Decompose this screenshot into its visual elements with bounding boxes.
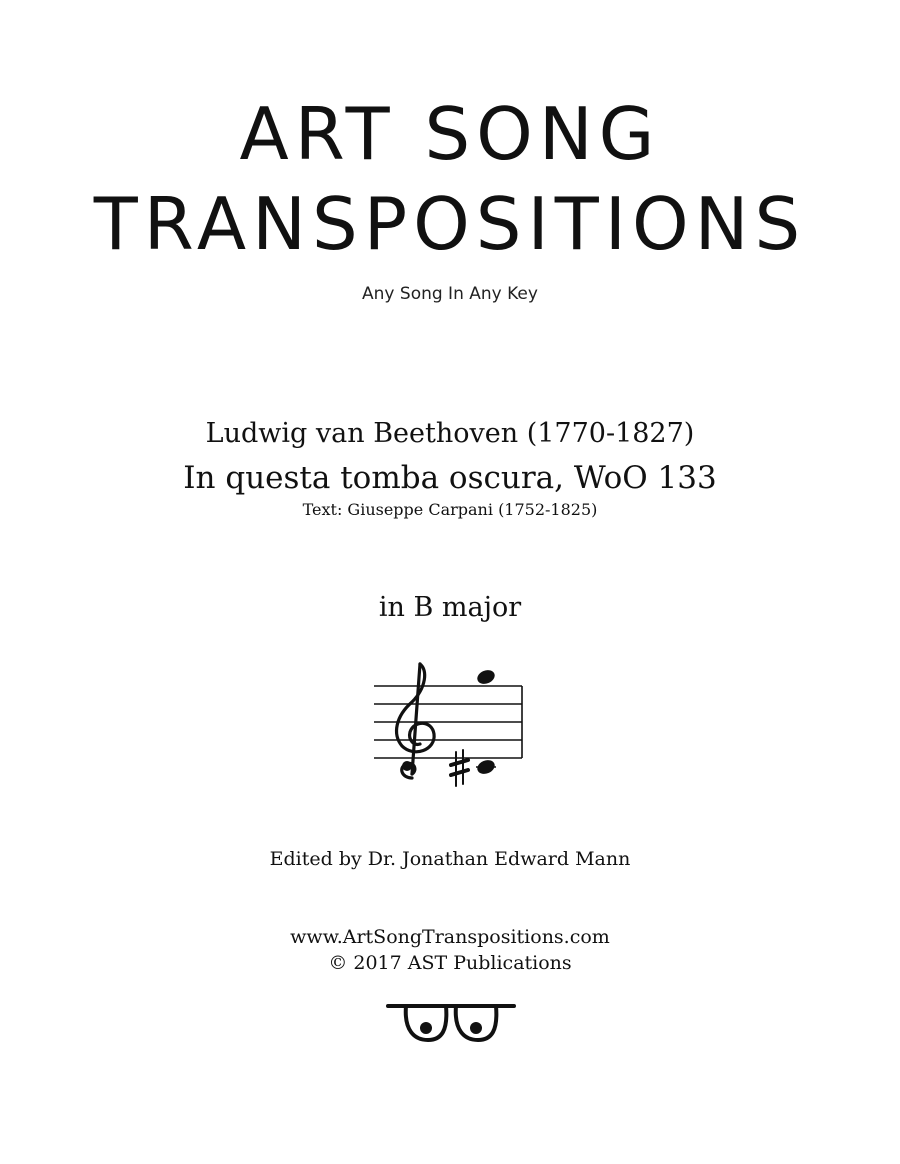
brand-title-line-1: ART SONG [239, 92, 661, 176]
low-note-head [475, 758, 497, 777]
editor-credit: Edited by Dr. Jonathan Edward Mann [269, 848, 631, 870]
text-credit: Text: Giuseppe Carpani (1752-1825) [302, 500, 598, 519]
brand-tagline: Any Song In Any Key [362, 284, 538, 304]
website-url[interactable]: www.ArtSongTranspositions.com [290, 926, 610, 948]
vocal-range-staff [368, 650, 533, 790]
sharp-accidental-icon [451, 750, 468, 786]
high-note-head [475, 668, 497, 687]
clef-dot-icon [402, 761, 412, 771]
composer-name: Ludwig van Beethoven (1770-1827) [205, 418, 695, 449]
treble-clef-icon [397, 664, 435, 778]
song-title: In questa tomba oscura, WoO 133 [183, 460, 717, 496]
copyright-notice: © 2017 AST Publications [328, 952, 572, 974]
staff-lines [374, 686, 522, 758]
key-label: in B major [378, 592, 522, 623]
ast-logo-icon [386, 1000, 516, 1046]
brand-title-line-2: TRANSPOSITIONS [93, 182, 807, 266]
